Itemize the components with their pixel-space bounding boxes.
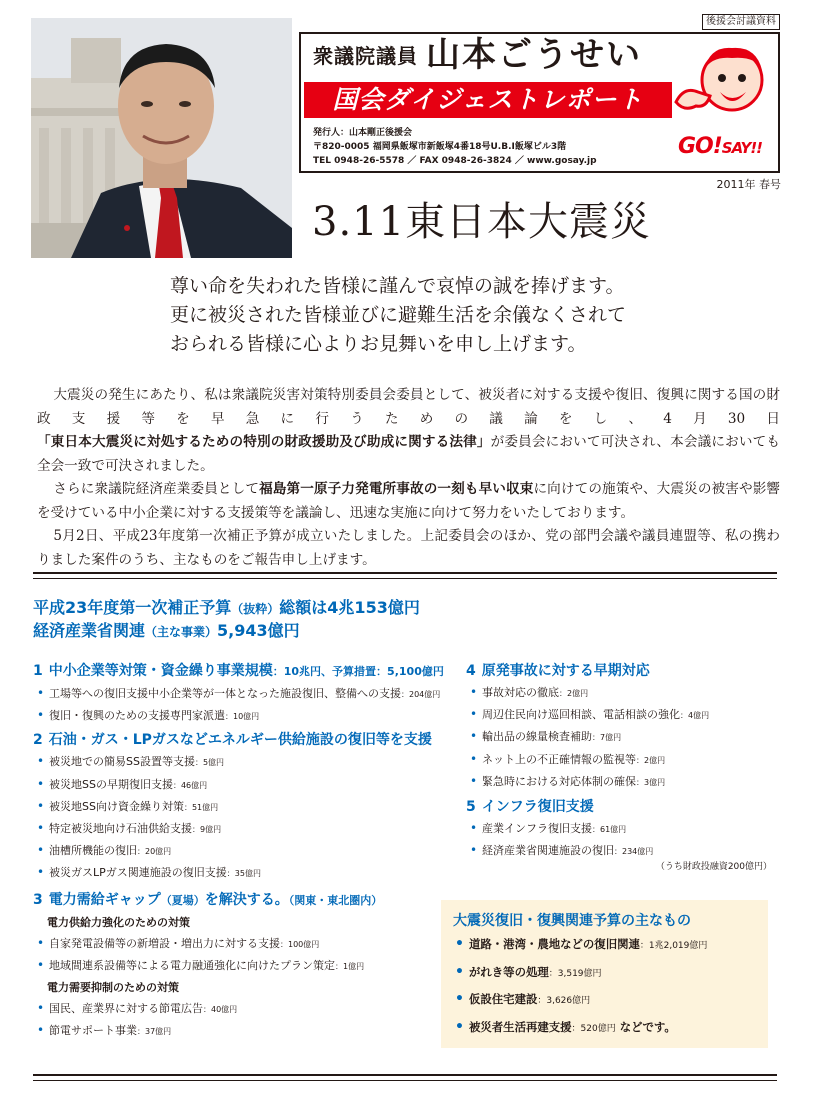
item-amount: ：9億円: [192, 825, 222, 835]
budget-heading-note: （主な事業）: [145, 625, 218, 639]
list-item: [466, 726, 772, 748]
body-text: に向けての施策や、大震災の被害や影響を受けている中小企業に対する支援策等を議論し、迅速な実施に向けて努力をいたしております。: [37, 481, 781, 521]
body-text: が委員会において可決され、本会議においても全会一致で可決されました。: [37, 434, 780, 474]
section-title: インフラ復旧支援: [481, 799, 594, 816]
item-text: 国民、産業界に対する節電広告: [49, 1002, 203, 1016]
summary-item: [453, 960, 758, 988]
body-paragraph: 5月2日、平成23年度第一次補正予算が成立いたしました。上記委員会のほか、党の部門会議や議員連盟等、私の携わりました案件のうち、主なものをご報告申し上げます。: [37, 528, 780, 568]
budget-heading-note: （抜粋）: [231, 602, 280, 616]
item-amount: ：2億円: [559, 689, 589, 698]
item-text: 地域間連系設備等による電力融通強化に向けたプラン策定: [49, 958, 335, 972]
item-text: 被災ガスLPガス関連施設の復旧支援: [49, 866, 227, 880]
budget-total: 総額は4兆153億円: [279, 598, 420, 617]
section-extra: ：10兆円、予算措置：5,100億円: [272, 665, 444, 678]
law-name: 「東日本大震災に対処するための特別の財政援助及び助成に関する法律」: [37, 434, 491, 450]
budget-heading: [33, 597, 420, 643]
item-amount: ：37億円: [137, 1027, 172, 1037]
page-title: 3.11東日本大震災: [312, 199, 652, 245]
list-item: [33, 705, 443, 727]
item-text: 被災地SSの早期復旧支援: [49, 777, 173, 791]
body-paragraph: [37, 478, 780, 525]
item-amount: ：35億円: [226, 869, 261, 879]
list-item: [33, 683, 443, 705]
item-amount: ：1億円: [335, 961, 365, 971]
item-text: 復旧・復興のための支援専門家派遣: [49, 709, 225, 723]
list-item: [33, 998, 443, 1020]
item-amount: ：46億円: [172, 780, 208, 790]
item-text: ネット上の不正確情報の監視等: [482, 752, 636, 766]
item-text: 被災地での簡易SS設置等支援: [49, 755, 195, 769]
supporters-material-tag: 後援会討議資料: [702, 14, 780, 30]
list-item: [33, 774, 443, 796]
list-item: [466, 840, 772, 862]
item-text: 被災地SS向け資金繰り対策: [49, 799, 184, 813]
condolence-line: 尊い命を失われた皆様に謹んで哀悼の誠を捧げます。: [170, 275, 625, 297]
item-text: 周辺住民向け巡回相談、電話相談の強化: [482, 708, 680, 722]
item-text: 特定被災地向け石油供給支援: [49, 822, 192, 836]
section-title: 原発事故に対する早期対応: [481, 663, 650, 679]
item-amount: ：1兆2,019億円: [639, 941, 708, 951]
summary-item: [453, 932, 758, 960]
gosay-logo: [678, 134, 762, 159]
item-amount: ：100億円: [280, 939, 320, 949]
body-paragraph: [37, 384, 780, 478]
item-amount: ：20億円: [137, 847, 172, 857]
condolence-line: おられる皆様に心よりお見舞いを申し上げます。: [170, 333, 587, 355]
politician-photo: [31, 18, 292, 258]
section-number: 4: [466, 663, 476, 679]
report-body: [37, 384, 780, 572]
item-text: 緊急時における対応体制の確保: [482, 774, 636, 788]
mascot-icon: [670, 40, 774, 140]
publisher-label: 発行人：: [313, 128, 350, 138]
member-name: 山本ごうせい: [426, 35, 642, 75]
item-amount: ：51億円: [183, 802, 219, 812]
budget-heading-text: 平成23年度第一次補正予算: [33, 598, 232, 617]
list-item: [466, 749, 772, 771]
list-item: [33, 933, 443, 955]
subsection-title: 電力供給力強化のための対策: [47, 915, 190, 929]
section-divider: [33, 572, 777, 579]
recovery-budget-summary: [441, 900, 768, 1048]
publisher-info: [313, 126, 597, 168]
item-amount: ：4億円: [680, 711, 710, 721]
section-number: 5: [466, 799, 476, 816]
right-column: [466, 660, 772, 873]
section-heading: [33, 889, 443, 912]
edition-label: 2011年 春号: [716, 178, 781, 191]
member-title: [313, 35, 642, 75]
list-item: [33, 751, 443, 773]
condolence-line: 更に被災された皆様並びに避難生活を余儀なくされて: [170, 304, 627, 326]
publisher-contact: TEL 0948-26-5578 ／ FAX 0948-26-3824 ／ www.gosay.jp: [313, 156, 597, 166]
member-title-label: 衆議院議員: [313, 44, 418, 68]
footer-divider: [33, 1074, 777, 1081]
newsletter-masthead: [299, 32, 780, 173]
subsection-title: 電力需要抑制のための対策: [47, 981, 179, 995]
list-item: [466, 771, 772, 793]
item-amount: ：3,626億円: [537, 996, 591, 1006]
section-number: 3: [33, 891, 43, 908]
section-title: 中小企業等対策・資金繰り事業規模: [48, 663, 273, 679]
item-text: 道路・港湾・農地などの復旧関連: [469, 937, 640, 951]
politician-photo-illustration: [31, 18, 292, 258]
item-tail: などです。: [619, 1019, 676, 1034]
item-text: 工場等への復旧支援中小企業等が一体となった施設復旧、整備への支援: [49, 687, 401, 700]
list-item: [466, 818, 772, 840]
section-title-note: （関東・東北圏内）: [288, 893, 383, 907]
summary-title: 大震災復旧・復興関連予算の主なもの: [453, 913, 691, 929]
budget-heading-text: 経済産業省関連: [33, 621, 146, 640]
publisher-name: 山本剛正後援会: [349, 128, 413, 138]
item-note: （うち財政投融資200億円）: [655, 862, 772, 873]
left-column: [33, 660, 443, 1042]
item-amount: ：61億円: [592, 825, 627, 835]
list-item: [33, 1020, 443, 1042]
budget-meti-total: 5,943億円: [217, 621, 300, 640]
list-item: [466, 704, 772, 726]
list-item: [33, 796, 443, 818]
section-heading: [33, 660, 443, 683]
section-heading: [466, 660, 772, 682]
summary-item: [453, 987, 758, 1015]
body-text: さらに衆議院経済産業委員として: [53, 481, 260, 497]
item-text: 被災者生活再建支援: [469, 1019, 572, 1034]
item-amount: ：204億円: [401, 690, 441, 699]
report-banner: 国会ダイジェストレポート: [304, 82, 672, 118]
item-text: 自家発電設備等の新増設・増出力に対する支援: [49, 936, 280, 950]
item-amount: ：7億円: [592, 733, 622, 743]
list-item: [33, 862, 443, 884]
list-item: [33, 955, 443, 977]
list-item: [33, 818, 443, 840]
section-title: を解決する。: [204, 891, 289, 908]
item-text: 仮設住宅建設: [469, 992, 538, 1006]
section-heading: [33, 729, 443, 751]
item-text: 輸出品の線量検査補助: [482, 730, 592, 744]
item-amount: ：10億円: [225, 712, 260, 722]
item-amount: ：520億円: [571, 1023, 616, 1034]
summary-item: [453, 1015, 758, 1043]
item-amount: ：2億円: [636, 755, 666, 765]
section-number: 2: [33, 732, 43, 749]
section-number: 1: [33, 663, 43, 679]
nuclear-emphasis: 福島第一原子力発電所事故の一刻も早い収束: [259, 481, 534, 497]
section-heading: [466, 796, 772, 818]
body-text: 大震災の発生にあたり、私は衆議院災害対策特別委員会委員として、被災者に対する支援や復旧、復興に関する国の財政支援等を早急に行うための議論をし、4月30日: [37, 387, 780, 427]
item-amount: ：3億円: [636, 777, 666, 787]
publisher-address: 〒820-0005 福岡県飯塚市新飯塚4番18号U.B.I飯塚ビル3階: [313, 142, 567, 152]
section-title: 電力需給ギャップ: [48, 891, 161, 908]
item-text: 経済産業省関連施設の復旧: [482, 844, 614, 858]
item-amount: ：5億円: [194, 758, 225, 768]
item-amount: ：234億円: [614, 847, 654, 857]
condolence-message: [170, 272, 626, 359]
gosay-logo-go: GO!: [677, 134, 722, 159]
item-amount: ：40億円: [203, 1005, 238, 1015]
section-title-note: （夏場）: [160, 893, 205, 907]
item-text: 産業インフラ復旧支援: [482, 822, 592, 836]
item-text: 節電サポート事業: [49, 1024, 137, 1038]
list-item: [33, 840, 443, 862]
item-text: 事故対応の徹底: [482, 686, 559, 699]
gosay-logo-say: SAY!!: [721, 139, 762, 157]
list-item: [466, 682, 772, 704]
item-text: がれき等の処理: [469, 964, 549, 979]
item-amount: ：3,519億円: [548, 968, 602, 979]
section-title: 石油・ガス・LPガスなどエネルギー供給施設の復旧等を支援: [48, 732, 432, 749]
item-text: 油槽所機能の復旧: [49, 844, 137, 858]
